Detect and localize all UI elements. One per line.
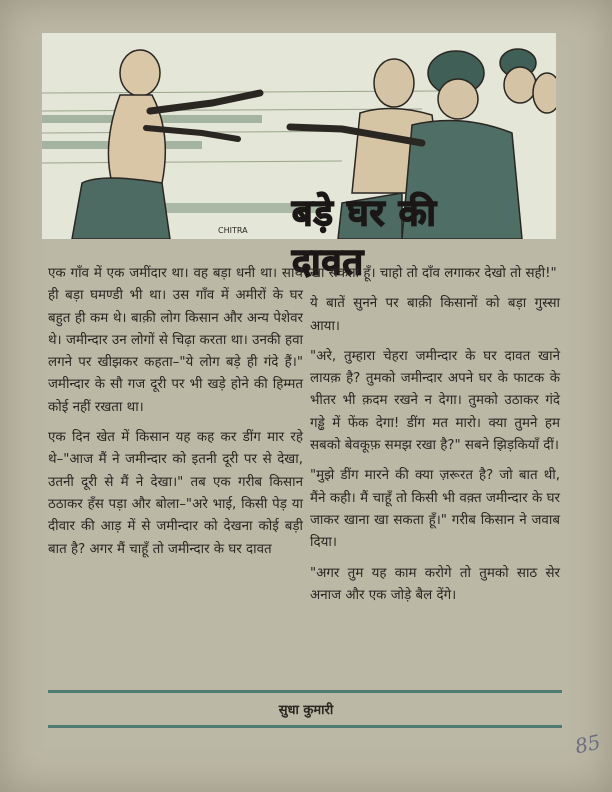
paragraph: "मुझे डींग मारने की क्या ज़रूरत है? जो बात थी, मैंने कही। मैं चाहूँ तो किसी भी वक़्त जमीन्दार के घर जाकर खाना खा सकता हूँ।" गरीब किसान ने जवाब दिया। [310,468,560,551]
paragraph: "अगर तुम यह काम करोगे तो तुमको साठ सेर अनाज और एक जोड़े बैल देंगे। [310,565,560,603]
paragraph: एक दिन खेत में किसान यह कह कर डींग मार रहे थे–"आज मैं ने जमीन्दार को इतनी दूरी पर से देखा, उतनी दूरी से मैं ने देखा।" तब एक गरीब किसान ठठाकर हँस पड़ा और बोला–"अरे भाई, किसी पेड़ या दीवार की आड़ में से जमीन्दार को देखना कोई बड़ी बात है? अगर मैं चाहूँ तो जमीन्दार के घर दावत [48,430,303,557]
left-column [48,263,303,569]
illustration-signature: CHITRA [218,226,248,235]
paragraph: खा सकता हूँ। चाहो तो दाँव लगाकर देखो तो सही!" [310,266,557,281]
divider-top [48,690,562,693]
story-title: बड़े घर की दावत [292,193,437,283]
author-name: सुधा कुमारी [278,703,334,718]
paragraph: ये बातें सुनने पर बाक़ी किसानों को बड़ा गुस्सा आया। [310,296,560,334]
divider-bottom [48,725,562,728]
page-number: 85 [572,729,603,759]
paragraph: "अरे, तुम्हारा चेहरा जमीन्दार के घर दावत खाने लायक़ है? तुमको जमीन्दार अपने घर के फाटक के भीतर भी क़दम रखने न देगा। तुमको उठाकर गंदे गड्ढे में फेंक देगा! डींग मत मारो। क्या तुमने हम सबको बेवकूफ़ समझ रखा है?" सबने झिड़कियाँ दीं। [310,348,560,454]
paragraph: एक गाँव में एक जमींदार था। वह बड़ा धनी था। साथ ही बड़ा घमण्डी भी था। उस गाँव में अमीरों के घर बहुत ही कम थे। बाक़ी लोग किसान और अन्य पेशेवर थे। जमीन्दार उन लोगों से चिढ़ा करता था। उनकी हवा लगने पर खीझकर कहता–"ये लोग बड़े ही गंदे हैं।" जमीन्दार के सौ गज दूरी पर भी खड़े होने की हिम्मत कोई नहीं रखता था। [48,266,303,415]
right-column [310,263,560,615]
